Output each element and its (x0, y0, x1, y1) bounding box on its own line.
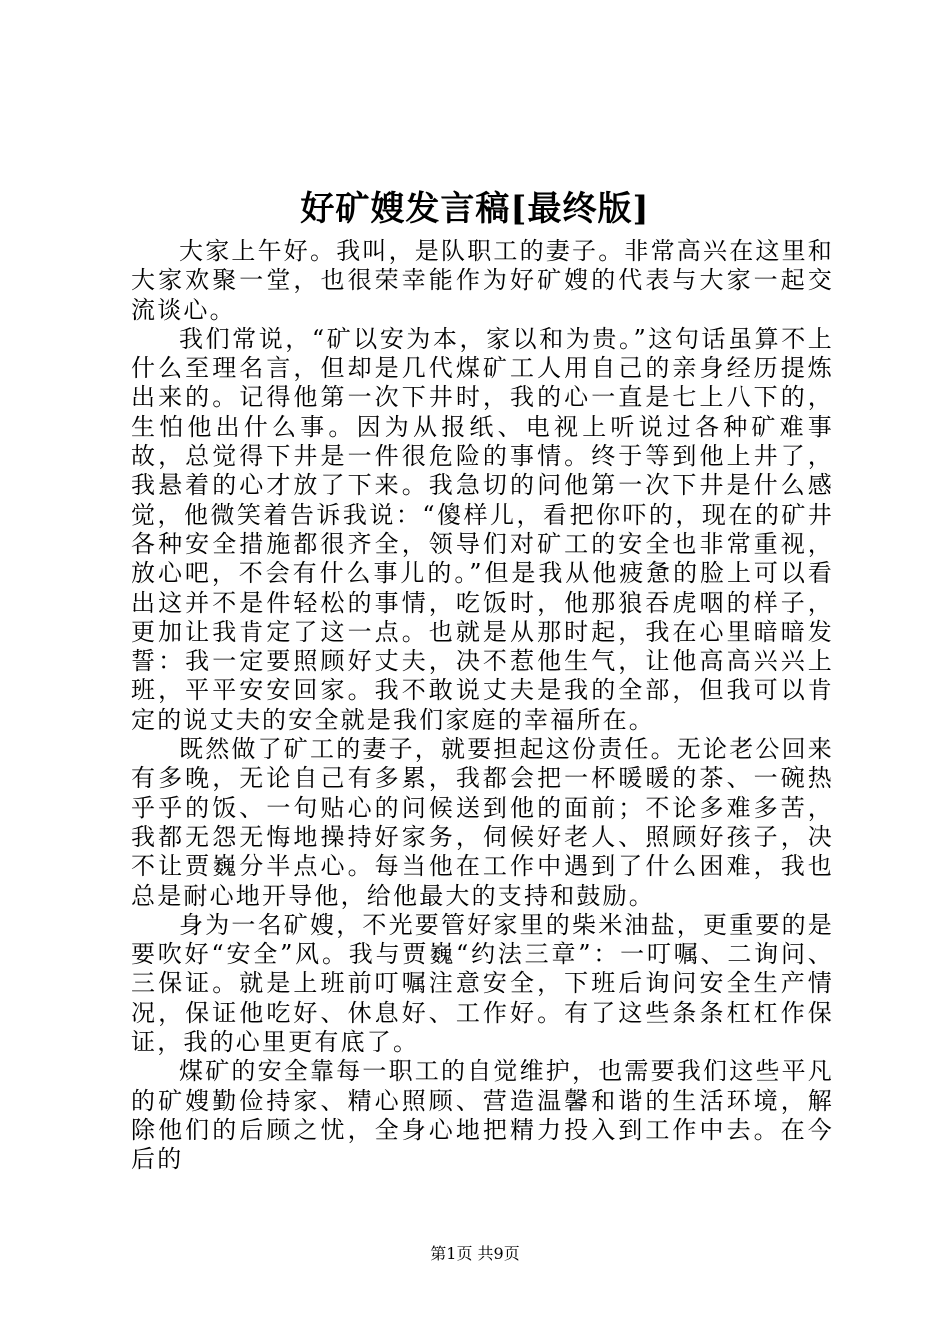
body-paragraph: 大家上午好。我叫，是队职工的妻子。非常高兴在这里和大家欢聚一堂，也很荣幸能作为好矿嫂的代表与大家一起交流谈心。 (131, 237, 834, 324)
body-paragraph: 煤矿的安全靠每一职工的自觉维护，也需要我们这些平凡的矿嫂勤俭持家、精心照顾、营造温馨和谐的生活环境，解除他们的后顾之忧，全身心地把精力投入到工作中去。在今后的 (131, 1057, 834, 1174)
document-body (131, 237, 834, 1175)
page-footer: 第1页 共9页 (430, 1244, 520, 1263)
document-title: 好矿嫂发言稿[最终版] (300, 189, 650, 229)
body-paragraph: 身为一名矿嫂，不光要管好家里的柴米油盐，更重要的是要吹好“安全”风。我与贾巍“约法三章”：一叮嘱、二询问、三保证。就是上班前叮嘱注意安全，下班后询问安全生产情况，保证他吃好、休息好、工作好。有了这些条条杠杠作保证，我的心里更有底了。 (131, 910, 834, 1057)
body-paragraph: 既然做了矿工的妻子，就要担起这份责任。无论老公回来有多晚，无论自己有多累，我都会把一杯暖暖的茶、一碗热乎乎的饭、一句贴心的问候送到他的面前；不论多难多苦，我都无怨无悔地操持好家务，伺候好老人、照顾好孩子，决不让贾巍分半点心。每当他在工作中遇到了什么困难，我也总是耐心地开导他，给他最大的支持和鼓励。 (131, 735, 834, 910)
body-paragraph: 我们常说，“矿以安为本，家以和为贵。”这句话虽算不上什么至理名言，但却是几代煤矿工人用自己的亲身经历提炼出来的。记得他第一次下井时，我的心一直是七上八下的，生怕他出什么事。因为从报纸、电视上听说过各种矿难事故，总觉得下井是一件很危险的事情。终于等到他上井了，我悬着的心才放了下来。我急切的问他第一次下井是什么感觉，他微笑着告诉我说：“傻样儿，看把你吓的，现在的矿井各种安全措施都很齐全，领导们对矿工的安全也非常重视，放心吧，不会有什么事儿的。”但是我从他疲惫的脸上可以看出这并不是件轻松的事情，吃饭时，他那狼吞虎咽的样子，更加让我肯定了这一点。也就是从那时起，我在心里暗暗发誓：我一定要照顾好丈夫，决不惹他生气，让他高高兴兴上班，平平安安回家。我不敢说丈夫是我的全部，但我可以肯定的说丈夫的安全就是我们家庭的幸福所在。 (131, 324, 834, 734)
